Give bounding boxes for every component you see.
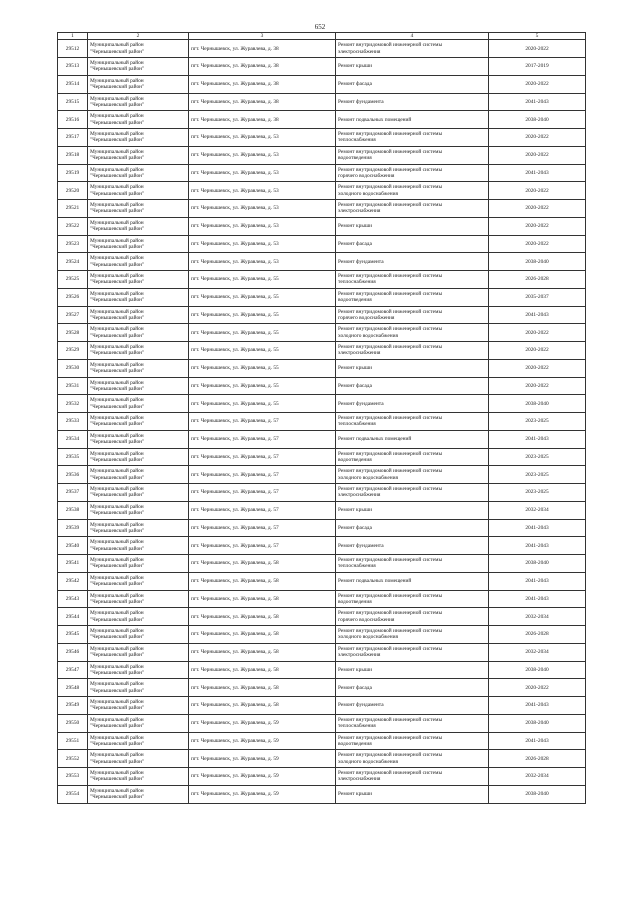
address-cell: пгт. Чернышевск, ул. Журавлева, д. 55 xyxy=(189,377,336,395)
column-header: 3 xyxy=(189,33,336,40)
address-cell: пгт. Чернышевск, ул. Журавлева, д. 38 xyxy=(189,75,336,93)
period-cell: 2020-2022 xyxy=(489,217,586,235)
period-cell: 2020-2022 xyxy=(489,342,586,360)
row-number: 29529 xyxy=(58,342,88,360)
table-row xyxy=(58,714,586,732)
district-cell: Муниципальный район "Чернышевский район" xyxy=(88,572,189,590)
table-row xyxy=(58,164,586,182)
address-cell: пгт. Чернышевск, ул. Журавлева, д. 38 xyxy=(189,93,336,111)
table-row xyxy=(58,306,586,324)
row-number: 29525 xyxy=(58,271,88,289)
period-cell: 2026-2028 xyxy=(489,626,586,644)
work-type-cell: Ремонт внутридомовой инженерной системы теплоснабжения xyxy=(336,413,489,431)
district-cell: Муниципальный район "Чернышевский район" xyxy=(88,697,189,715)
district-cell: Муниципальный район "Чернышевский район" xyxy=(88,679,189,697)
period-cell: 2041-2043 xyxy=(489,572,586,590)
table-row xyxy=(58,271,586,289)
row-number: 29524 xyxy=(58,253,88,271)
table-row xyxy=(58,40,586,58)
district-cell: Муниципальный район "Чернышевский район" xyxy=(88,75,189,93)
table-row xyxy=(58,679,586,697)
period-cell: 2041-2043 xyxy=(489,430,586,448)
work-type-cell: Ремонт внутридомовой инженерной системы холодного водоснабжения xyxy=(336,466,489,484)
work-type-cell: Ремонт внутридомовой инженерной системы холодного водоснабжения xyxy=(336,626,489,644)
district-cell: Муниципальный район "Чернышевский район" xyxy=(88,182,189,200)
column-header: 1 xyxy=(58,33,88,40)
work-type-cell: Ремонт внутридомовой инженерной системы электроснабжения xyxy=(336,484,489,502)
district-cell: Муниципальный район "Чернышевский район" xyxy=(88,288,189,306)
column-header: 2 xyxy=(88,33,189,40)
work-type-cell: Ремонт внутридомовой инженерной системы теплоснабжения xyxy=(336,714,489,732)
row-number: 29527 xyxy=(58,306,88,324)
table-row xyxy=(58,111,586,129)
period-cell: 2020-2022 xyxy=(489,377,586,395)
period-cell: 2041-2043 xyxy=(489,164,586,182)
district-cell: Муниципальный район "Чернышевский район" xyxy=(88,785,189,803)
table-row xyxy=(58,537,586,555)
table-row xyxy=(58,590,586,608)
row-number: 29535 xyxy=(58,448,88,466)
work-type-cell: Ремонт фасада xyxy=(336,75,489,93)
district-cell: Муниципальный район "Чернышевский район" xyxy=(88,200,189,218)
period-cell: 2038-2040 xyxy=(489,111,586,129)
period-cell: 2023-2025 xyxy=(489,484,586,502)
district-cell: Муниципальный район "Чернышевский район" xyxy=(88,750,189,768)
period-cell: 2020-2022 xyxy=(489,146,586,164)
period-cell: 2020-2022 xyxy=(489,182,586,200)
work-type-cell: Ремонт фасада xyxy=(336,377,489,395)
address-cell: пгт. Чернышевск, ул. Журавлева, д. 53 xyxy=(189,164,336,182)
column-header: 5 xyxy=(489,33,586,40)
work-type-cell: Ремонт внутридомовой инженерной системы холодного водоснабжения xyxy=(336,750,489,768)
work-type-cell: Ремонт фасада xyxy=(336,235,489,253)
work-type-cell: Ремонт внутридомовой инженерной системы теплоснабжения xyxy=(336,555,489,573)
period-cell: 2026-2028 xyxy=(489,750,586,768)
table-row xyxy=(58,200,586,218)
address-cell: пгт. Чернышевск, ул. Журавлева, д. 59 xyxy=(189,714,336,732)
district-cell: Муниципальный район "Чернышевский район" xyxy=(88,608,189,626)
table-row xyxy=(58,359,586,377)
row-number: 29547 xyxy=(58,661,88,679)
district-cell: Муниципальный район "Чернышевский район" xyxy=(88,271,189,289)
work-type-cell: Ремонт внутридомовой инженерной системы электроснабжения xyxy=(336,342,489,360)
address-cell: пгт. Чернышевск, ул. Журавлева, д. 53 xyxy=(189,235,336,253)
district-cell: Муниципальный район "Чернышевский район" xyxy=(88,714,189,732)
address-cell: пгт. Чернышевск, ул. Журавлева, д. 55 xyxy=(189,324,336,342)
district-cell: Муниципальный район "Чернышевский район" xyxy=(88,164,189,182)
address-cell: пгт. Чернышевск, ул. Журавлева, д. 58 xyxy=(189,679,336,697)
row-number: 29537 xyxy=(58,484,88,502)
district-cell: Муниципальный район "Чернышевский район" xyxy=(88,93,189,111)
district-cell: Муниципальный район "Чернышевский район" xyxy=(88,342,189,360)
table-row xyxy=(58,413,586,431)
district-cell: Муниципальный район "Чернышевский район" xyxy=(88,413,189,431)
table-row xyxy=(58,129,586,147)
table-row xyxy=(58,626,586,644)
row-number: 29521 xyxy=(58,200,88,218)
row-number: 29516 xyxy=(58,111,88,129)
period-cell: 2020-2022 xyxy=(489,200,586,218)
address-cell: пгт. Чернышевск, ул. Журавлева, д. 57 xyxy=(189,484,336,502)
address-cell: пгт. Чернышевск, ул. Журавлева, д. 59 xyxy=(189,785,336,803)
row-number: 29515 xyxy=(58,93,88,111)
work-type-cell: Ремонт подвальных помещений xyxy=(336,111,489,129)
address-cell: пгт. Чернышевск, ул. Журавлева, д. 38 xyxy=(189,111,336,129)
address-cell: пгт. Чернышевск, ул. Журавлева, д. 55 xyxy=(189,271,336,289)
table-row xyxy=(58,93,586,111)
district-cell: Муниципальный район "Чернышевский район" xyxy=(88,466,189,484)
period-cell: 2041-2043 xyxy=(489,306,586,324)
table-row xyxy=(58,146,586,164)
table-row xyxy=(58,643,586,661)
table-row xyxy=(58,324,586,342)
district-cell: Муниципальный район "Чернышевский район" xyxy=(88,519,189,537)
period-cell: 2041-2043 xyxy=(489,697,586,715)
address-cell: пгт. Чернышевск, ул. Журавлева, д. 57 xyxy=(189,501,336,519)
address-cell: пгт. Чернышевск, ул. Журавлева, д. 59 xyxy=(189,732,336,750)
address-cell: пгт. Чернышевск, ул. Журавлева, д. 58 xyxy=(189,555,336,573)
period-cell: 2020-2022 xyxy=(489,679,586,697)
table-row xyxy=(58,253,586,271)
row-number: 29545 xyxy=(58,626,88,644)
period-cell: 2038-2040 xyxy=(489,395,586,413)
work-type-cell: Ремонт внутридомовой инженерной системы горячего водоснабжения xyxy=(336,164,489,182)
row-number: 29536 xyxy=(58,466,88,484)
row-number: 29538 xyxy=(58,501,88,519)
row-number: 29549 xyxy=(58,697,88,715)
work-type-cell: Ремонт внутридомовой инженерной системы холодного водоснабжения xyxy=(336,324,489,342)
row-number: 29540 xyxy=(58,537,88,555)
period-cell: 2017-2019 xyxy=(489,58,586,76)
table-row xyxy=(58,661,586,679)
row-number: 29544 xyxy=(58,608,88,626)
period-cell: 2041-2043 xyxy=(489,590,586,608)
table-row xyxy=(58,182,586,200)
address-cell: пгт. Чернышевск, ул. Журавлева, д. 59 xyxy=(189,750,336,768)
row-number: 29522 xyxy=(58,217,88,235)
page-number: 652 xyxy=(314,23,326,31)
address-cell: пгт. Чернышевск, ул. Журавлева, д. 55 xyxy=(189,359,336,377)
district-cell: Муниципальный район "Чернышевский район" xyxy=(88,359,189,377)
period-cell: 2041-2043 xyxy=(489,519,586,537)
row-number: 29526 xyxy=(58,288,88,306)
table-row xyxy=(58,342,586,360)
work-type-cell: Ремонт подвальных помещений xyxy=(336,572,489,590)
address-cell: пгт. Чернышевск, ул. Журавлева, д. 55 xyxy=(189,288,336,306)
table-row xyxy=(58,484,586,502)
period-cell: 2020-2022 xyxy=(489,359,586,377)
row-number: 29513 xyxy=(58,58,88,76)
address-cell: пгт. Чернышевск, ул. Журавлева, д. 57 xyxy=(189,430,336,448)
table-row xyxy=(58,217,586,235)
address-cell: пгт. Чернышевск, ул. Журавлева, д. 55 xyxy=(189,342,336,360)
district-cell: Муниципальный район "Чернышевский район" xyxy=(88,590,189,608)
work-type-cell: Ремонт внутридомовой инженерной системы электроснабжения xyxy=(336,40,489,58)
row-number: 29552 xyxy=(58,750,88,768)
period-cell: 2023-2025 xyxy=(489,413,586,431)
address-cell: пгт. Чернышевск, ул. Журавлева, д. 58 xyxy=(189,661,336,679)
work-type-cell: Ремонт фасада xyxy=(336,519,489,537)
work-type-cell: Ремонт фундамента xyxy=(336,93,489,111)
address-cell: пгт. Чернышевск, ул. Журавлева, д. 58 xyxy=(189,626,336,644)
period-cell: 2023-2025 xyxy=(489,466,586,484)
work-type-cell: Ремонт крыши xyxy=(336,785,489,803)
work-type-cell: Ремонт фасада xyxy=(336,679,489,697)
period-cell: 2020-2022 xyxy=(489,129,586,147)
table-row xyxy=(58,785,586,803)
work-type-cell: Ремонт крыши xyxy=(336,217,489,235)
work-type-cell: Ремонт внутридомовой инженерной системы теплоснабжения xyxy=(336,129,489,147)
work-type-cell: Ремонт крыши xyxy=(336,359,489,377)
row-number: 29531 xyxy=(58,377,88,395)
district-cell: Муниципальный район "Чернышевский район" xyxy=(88,40,189,58)
work-type-cell: Ремонт внутридомовой инженерной системы электроснабжения xyxy=(336,768,489,786)
period-cell: 2038-2040 xyxy=(489,661,586,679)
address-cell: пгт. Чернышевск, ул. Журавлева, д. 58 xyxy=(189,608,336,626)
address-cell: пгт. Чернышевск, ул. Журавлева, д. 58 xyxy=(189,643,336,661)
period-cell: 2020-2022 xyxy=(489,75,586,93)
period-cell: 2041-2043 xyxy=(489,93,586,111)
work-type-cell: Ремонт крыши xyxy=(336,501,489,519)
work-type-cell: Ремонт фундамента xyxy=(336,395,489,413)
period-cell: 2020-2022 xyxy=(489,324,586,342)
row-number: 29550 xyxy=(58,714,88,732)
row-number: 29541 xyxy=(58,555,88,573)
row-number: 29530 xyxy=(58,359,88,377)
address-cell: пгт. Чернышевск, ул. Журавлева, д. 59 xyxy=(189,768,336,786)
period-cell: 2035-2037 xyxy=(489,288,586,306)
column-number-row xyxy=(58,33,586,40)
work-type-cell: Ремонт фундамента xyxy=(336,253,489,271)
row-number: 29534 xyxy=(58,430,88,448)
district-cell: Муниципальный район "Чернышевский район" xyxy=(88,626,189,644)
row-number: 29519 xyxy=(58,164,88,182)
table-row xyxy=(58,288,586,306)
period-cell: 2041-2043 xyxy=(489,732,586,750)
district-cell: Муниципальный район "Чернышевский район" xyxy=(88,129,189,147)
table-row xyxy=(58,572,586,590)
table-row xyxy=(58,377,586,395)
table-row xyxy=(58,448,586,466)
period-cell: 2020-2022 xyxy=(489,235,586,253)
period-cell: 2038-2040 xyxy=(489,253,586,271)
district-cell: Муниципальный район "Чернышевский район" xyxy=(88,501,189,519)
address-cell: пгт. Чернышевск, ул. Журавлева, д. 53 xyxy=(189,217,336,235)
table-row xyxy=(58,519,586,537)
address-cell: пгт. Чернышевск, ул. Журавлева, д. 57 xyxy=(189,466,336,484)
address-cell: пгт. Чернышевск, ул. Журавлева, д. 38 xyxy=(189,58,336,76)
table-row xyxy=(58,555,586,573)
district-cell: Муниципальный район "Чернышевский район" xyxy=(88,448,189,466)
period-cell: 2038-2040 xyxy=(489,714,586,732)
district-cell: Муниципальный район "Чернышевский район" xyxy=(88,555,189,573)
row-number: 29520 xyxy=(58,182,88,200)
row-number: 29523 xyxy=(58,235,88,253)
table-row xyxy=(58,750,586,768)
work-type-cell: Ремонт внутридомовой инженерной системы электроснабжения xyxy=(336,200,489,218)
work-type-cell: Ремонт крыши xyxy=(336,58,489,76)
table-row xyxy=(58,501,586,519)
district-cell: Муниципальный район "Чернышевский район" xyxy=(88,661,189,679)
row-number: 29514 xyxy=(58,75,88,93)
district-cell: Муниципальный район "Чернышевский район" xyxy=(88,643,189,661)
work-type-cell: Ремонт внутридомовой инженерной системы водоотведения xyxy=(336,732,489,750)
address-cell: пгт. Чернышевск, ул. Журавлева, д. 55 xyxy=(189,306,336,324)
work-type-cell: Ремонт фундамента xyxy=(336,697,489,715)
district-cell: Муниципальный район "Чернышевский район" xyxy=(88,484,189,502)
table-row xyxy=(58,466,586,484)
district-cell: Муниципальный район "Чернышевский район" xyxy=(88,235,189,253)
table-row xyxy=(58,58,586,76)
work-type-cell: Ремонт подвальных помещений xyxy=(336,430,489,448)
table-row xyxy=(58,430,586,448)
row-number: 29551 xyxy=(58,732,88,750)
district-cell: Муниципальный район "Чернышевский район" xyxy=(88,732,189,750)
address-cell: пгт. Чернышевск, ул. Журавлева, д. 58 xyxy=(189,697,336,715)
period-cell: 2038-2040 xyxy=(489,555,586,573)
period-cell: 2026-2028 xyxy=(489,271,586,289)
row-number: 29542 xyxy=(58,572,88,590)
period-cell: 2041-2043 xyxy=(489,537,586,555)
work-type-cell: Ремонт внутридомовой инженерной системы холодного водоснабжения xyxy=(336,182,489,200)
address-cell: пгт. Чернышевск, ул. Журавлева, д. 55 xyxy=(189,395,336,413)
district-cell: Муниципальный район "Чернышевский район" xyxy=(88,324,189,342)
work-type-cell: Ремонт внутридомовой инженерной системы водоотведения xyxy=(336,146,489,164)
work-type-cell: Ремонт внутридомовой инженерной системы электроснабжения xyxy=(336,643,489,661)
period-cell: 2038-2040 xyxy=(489,785,586,803)
table-row xyxy=(58,75,586,93)
district-cell: Муниципальный район "Чернышевский район" xyxy=(88,146,189,164)
district-cell: Муниципальный район "Чернышевский район" xyxy=(88,768,189,786)
district-cell: Муниципальный район "Чернышевский район" xyxy=(88,217,189,235)
row-number: 29554 xyxy=(58,785,88,803)
table-row xyxy=(58,732,586,750)
table-row xyxy=(58,608,586,626)
work-type-cell: Ремонт крыши xyxy=(336,661,489,679)
table-row xyxy=(58,768,586,786)
address-cell: пгт. Чернышевск, ул. Журавлева, д. 53 xyxy=(189,146,336,164)
district-cell: Муниципальный район "Чернышевский район" xyxy=(88,395,189,413)
repair-schedule-table xyxy=(57,32,586,804)
district-cell: Муниципальный район "Чернышевский район" xyxy=(88,306,189,324)
work-type-cell: Ремонт внутридомовой инженерной системы водоотведения xyxy=(336,448,489,466)
address-cell: пгт. Чернышевск, ул. Журавлева, д. 53 xyxy=(189,129,336,147)
address-cell: пгт. Чернышевск, ул. Журавлева, д. 53 xyxy=(189,200,336,218)
period-cell: 2023-2025 xyxy=(489,448,586,466)
row-number: 29533 xyxy=(58,413,88,431)
row-number: 29543 xyxy=(58,590,88,608)
work-type-cell: Ремонт внутридомовой инженерной системы теплоснабжения xyxy=(336,271,489,289)
row-number: 29512 xyxy=(58,40,88,58)
work-type-cell: Ремонт фундамента xyxy=(336,537,489,555)
address-cell: пгт. Чернышевск, ул. Журавлева, д. 57 xyxy=(189,537,336,555)
work-type-cell: Ремонт внутридомовой инженерной системы водоотведения xyxy=(336,288,489,306)
district-cell: Муниципальный район "Чернышевский район" xyxy=(88,58,189,76)
row-number: 29528 xyxy=(58,324,88,342)
column-header: 4 xyxy=(336,33,489,40)
row-number: 29546 xyxy=(58,643,88,661)
address-cell: пгт. Чернышевск, ул. Журавлева, д. 57 xyxy=(189,519,336,537)
district-cell: Муниципальный район "Чернышевский район" xyxy=(88,253,189,271)
address-cell: пгт. Чернышевск, ул. Журавлева, д. 57 xyxy=(189,413,336,431)
table-row xyxy=(58,395,586,413)
district-cell: Муниципальный район "Чернышевский район" xyxy=(88,537,189,555)
address-cell: пгт. Чернышевск, ул. Журавлева, д. 53 xyxy=(189,253,336,271)
district-cell: Муниципальный район "Чернышевский район" xyxy=(88,111,189,129)
district-cell: Муниципальный район "Чернышевский район" xyxy=(88,430,189,448)
address-cell: пгт. Чернышевск, ул. Журавлева, д. 58 xyxy=(189,572,336,590)
address-cell: пгт. Чернышевск, ул. Журавлева, д. 38 xyxy=(189,40,336,58)
address-cell: пгт. Чернышевск, ул. Журавлева, д. 58 xyxy=(189,590,336,608)
row-number: 29517 xyxy=(58,129,88,147)
period-cell: 2032-2034 xyxy=(489,643,586,661)
address-cell: пгт. Чернышевск, ул. Журавлева, д. 53 xyxy=(189,182,336,200)
table-row xyxy=(58,235,586,253)
work-type-cell: Ремонт внутридомовой инженерной системы водоотведения xyxy=(336,590,489,608)
row-number: 29539 xyxy=(58,519,88,537)
row-number: 29548 xyxy=(58,679,88,697)
period-cell: 2032-2034 xyxy=(489,501,586,519)
period-cell: 2032-2034 xyxy=(489,768,586,786)
table-row xyxy=(58,697,586,715)
work-type-cell: Ремонт внутридомовой инженерной системы горячего водоснабжения xyxy=(336,608,489,626)
period-cell: 2020-2022 xyxy=(489,40,586,58)
row-number: 29518 xyxy=(58,146,88,164)
row-number: 29553 xyxy=(58,768,88,786)
district-cell: Муниципальный район "Чернышевский район" xyxy=(88,377,189,395)
period-cell: 2032-2034 xyxy=(489,608,586,626)
address-cell: пгт. Чернышевск, ул. Журавлева, д. 57 xyxy=(189,448,336,466)
work-type-cell: Ремонт внутридомовой инженерной системы горячего водоснабжения xyxy=(336,306,489,324)
row-number: 29532 xyxy=(58,395,88,413)
